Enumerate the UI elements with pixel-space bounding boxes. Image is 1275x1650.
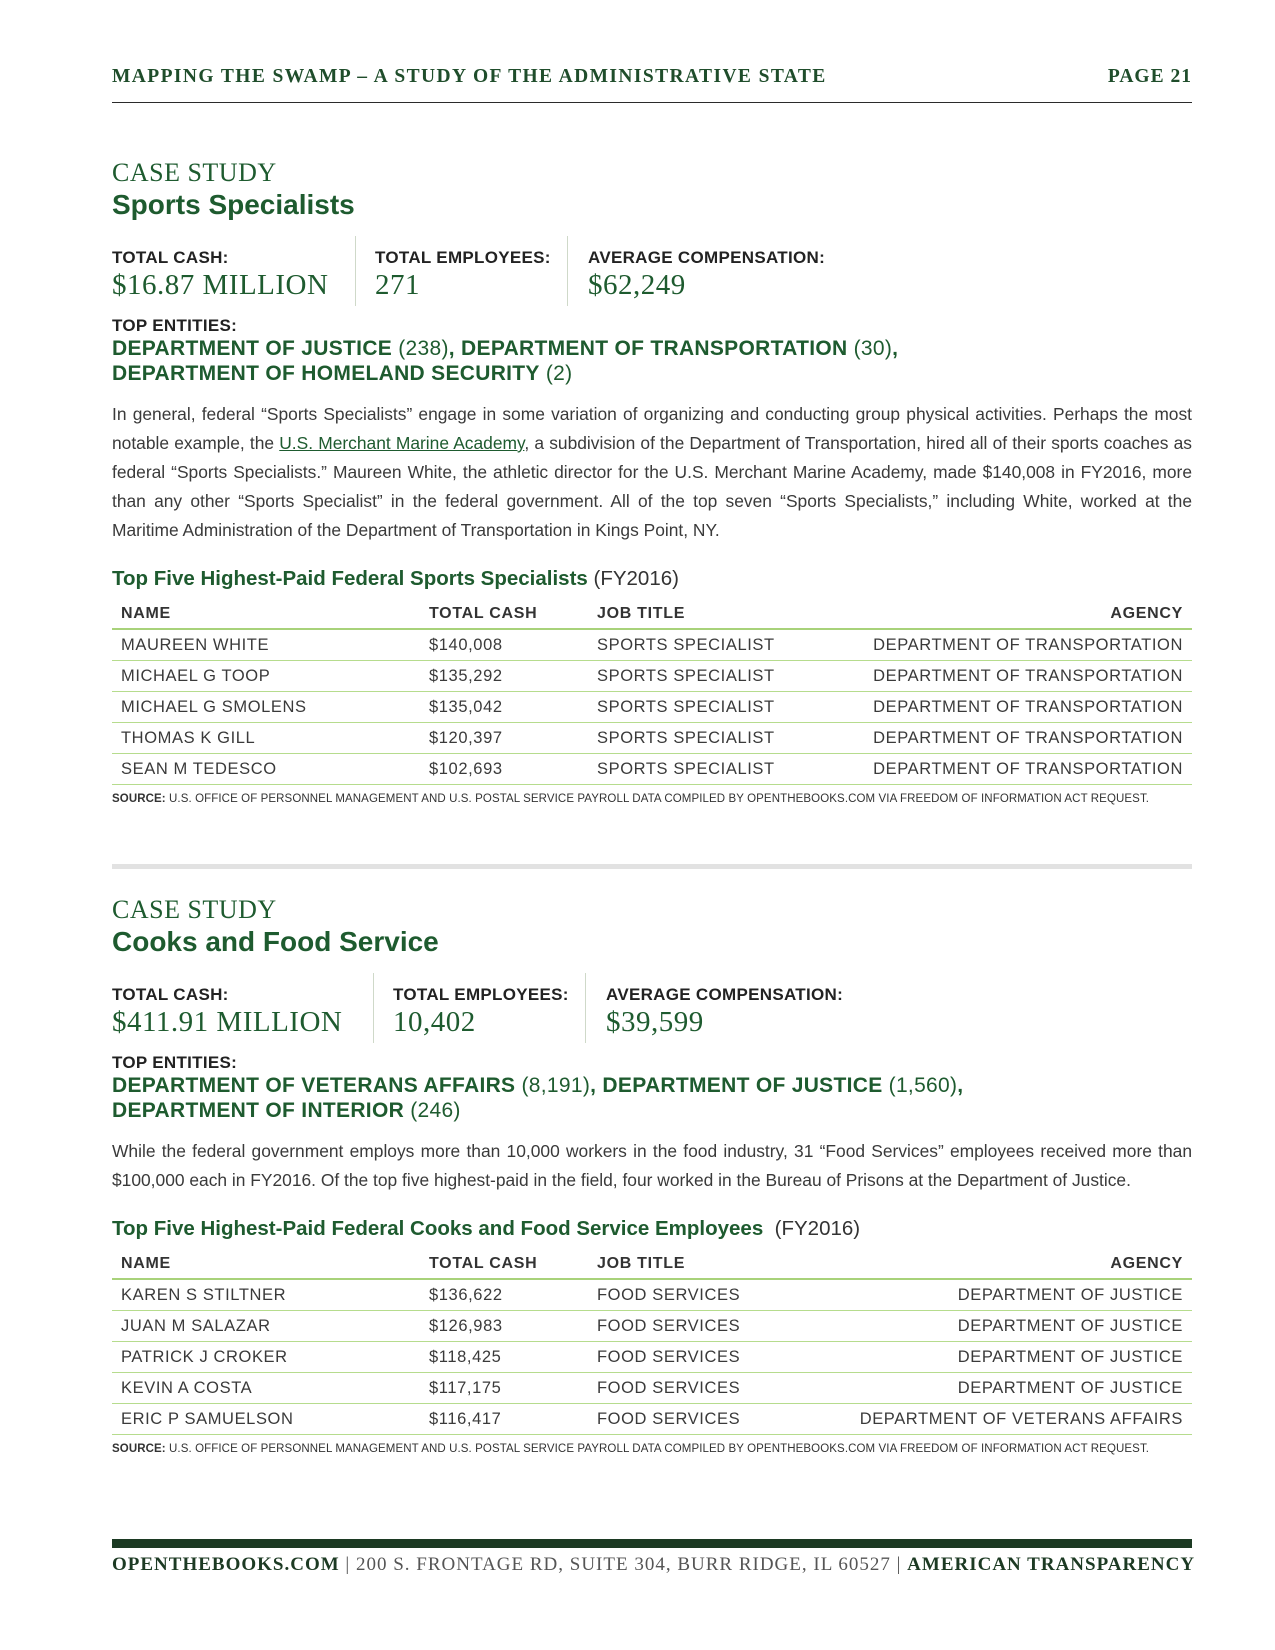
top-entities: DEPARTMENT OF JUSTICE (238), DEPARTMENT OF TRANSPORTATION (30), DEPARTMENT OF HOMELAND SECURITY (2) — [112, 337, 899, 385]
top-entities-label: TOP ENTITIES: — [112, 1053, 238, 1072]
footer-org: AMERICAN TRANSPARENCY — [907, 1554, 1196, 1575]
top-entities: DEPARTMENT OF VETERANS AFFAIRS (8,191), DEPARTMENT OF JUSTICE (1,560), DEPARTMENT OF INTERIOR (246) — [112, 1074, 964, 1122]
cell-job-title: SPORTS SPECIALIST — [588, 629, 816, 661]
cell-total-cash: $135,042 — [420, 692, 588, 723]
table-title-text: Top Five Highest-Paid Federal Sports Specialists — [112, 567, 588, 590]
cell-total-cash: $135,292 — [420, 661, 588, 692]
stat-average-compensation — [588, 236, 825, 306]
body-paragraph: While the federal government employs more than 10,000 workers in the food industry, 31 “Food Services” employees received more than $100,000 each in FY2016. Of the top five highest-paid in the field, four worked in the Bureau of Prisons at the Department of Justice. — [112, 1141, 1192, 1190]
entity-name: DEPARTMENT OF VETERANS AFFAIRS — [112, 1074, 516, 1097]
section-divider — [112, 864, 1192, 869]
case-study-cooks — [112, 897, 1192, 1455]
paragraph-text: In general, federal “Sports Specialists” engage in some variation of organizing and conducting group physical activities. Perhaps the most notable example, the — [112, 404, 1192, 453]
case-study-label: CASE STUDY — [112, 895, 277, 924]
cell-agency: DEPARTMENT OF JUSTICE — [816, 1373, 1192, 1404]
column-header: TOTAL CASH — [420, 599, 588, 629]
cell-job-title: SPORTS SPECIALIST — [588, 754, 816, 785]
cell-agency: DEPARTMENT OF JUSTICE — [816, 1311, 1192, 1342]
table-row — [112, 1311, 1192, 1342]
cell-name: MAUREEN WHITE — [112, 629, 420, 661]
cooks-food-service-table — [112, 1249, 1192, 1435]
footer-site: OPENTHEBOOKS.COM — [112, 1554, 340, 1575]
stat-value: $39,599 — [606, 1006, 704, 1038]
cell-name: THOMAS K GILL — [112, 723, 420, 754]
entity-count: (246) — [410, 1099, 461, 1122]
cell-total-cash: $116,417 — [420, 1404, 588, 1435]
cell-job-title: FOOD SERVICES — [588, 1342, 816, 1373]
entity-count: (1,560) — [888, 1074, 958, 1097]
cell-job-title: SPORTS SPECIALIST — [588, 723, 816, 754]
stat-label: AVERAGE COMPENSATION: — [606, 985, 844, 1004]
top-entities-label: TOP ENTITIES: — [112, 316, 238, 335]
table-row — [112, 1404, 1192, 1435]
cell-name: MICHAEL G TOOP — [112, 661, 420, 692]
stat-divider — [373, 973, 374, 1043]
table-title-year: (FY2016) — [593, 567, 679, 590]
document-title: MAPPING THE SWAMP – A STUDY OF THE ADMINISTRATIVE STATE — [112, 66, 827, 87]
column-header: NAME — [112, 1249, 420, 1279]
stat-total-cash — [112, 973, 342, 1043]
cell-job-title: FOOD SERVICES — [588, 1373, 816, 1404]
stat-label: TOTAL CASH: — [112, 248, 229, 267]
cell-agency: DEPARTMENT OF TRANSPORTATION — [816, 692, 1192, 723]
paragraph-text: , a subdivision of the Department of Transportation, hired all of their sports coaches as federal “Sports Specialists.” Maureen White, the athletic director for the U.S. Merchant Marine Academy, made $140,008 in FY2016, more than any other “Sports Specialist” in the federal government. All of the top seven “Sports Specialists,” including White, worked at the Maritime Administration of the Department of Transportation in Kings Point, NY. — [112, 433, 1192, 540]
cell-agency: DEPARTMENT OF TRANSPORTATION — [816, 754, 1192, 785]
page-number: PAGE 21 — [1107, 66, 1192, 87]
cell-total-cash: $140,008 — [420, 629, 588, 661]
merchant-marine-academy-link[interactable]: U.S. Merchant Marine Academy — [279, 433, 525, 453]
stats-row — [112, 236, 1192, 306]
page-footer — [112, 1554, 1196, 1576]
cell-name: MICHAEL G SMOLENS — [112, 692, 420, 723]
stat-divider — [585, 973, 586, 1043]
cell-agency: DEPARTMENT OF VETERANS AFFAIRS — [816, 1404, 1192, 1435]
entity-count: (2) — [545, 362, 573, 385]
cell-agency: DEPARTMENT OF TRANSPORTATION — [816, 661, 1192, 692]
stat-value: 10,402 — [393, 1006, 476, 1038]
table-title — [112, 567, 1192, 591]
stat-total-employees — [393, 973, 569, 1043]
entity-count: (8,191) — [521, 1074, 591, 1097]
table-source — [112, 793, 1192, 805]
table-row — [112, 754, 1192, 785]
cell-name: JUAN M SALAZAR — [112, 1311, 420, 1342]
column-header: JOB TITLE — [588, 1249, 816, 1279]
stat-label: AVERAGE COMPENSATION: — [588, 248, 826, 267]
stat-total-employees — [375, 236, 551, 306]
column-header: TOTAL CASH — [420, 1249, 588, 1279]
cell-name: ERIC P SAMUELSON — [112, 1404, 420, 1435]
stat-label: TOTAL CASH: — [112, 985, 229, 1004]
table-title-year: (FY2016) — [774, 1217, 861, 1240]
cell-agency: DEPARTMENT OF JUSTICE — [816, 1279, 1192, 1311]
cell-job-title: FOOD SERVICES — [588, 1404, 816, 1435]
table-row — [112, 1342, 1192, 1373]
stat-average-compensation — [606, 973, 843, 1043]
source-label: SOURCE: — [112, 793, 166, 805]
case-study-label: CASE STUDY — [112, 158, 277, 187]
column-header: JOB TITLE — [588, 599, 816, 629]
column-header: AGENCY — [816, 599, 1192, 629]
cell-job-title: SPORTS SPECIALIST — [588, 692, 816, 723]
footer-bar — [112, 1539, 1192, 1548]
cell-job-title: FOOD SERVICES — [588, 1279, 816, 1311]
cell-total-cash: $136,622 — [420, 1279, 588, 1311]
cell-agency: DEPARTMENT OF TRANSPORTATION — [816, 629, 1192, 661]
page-header — [112, 66, 1192, 103]
footer-address: 200 S. FRONTAGE RD, SUITE 304, BURR RIDGE, IL 60527 — [355, 1554, 891, 1575]
column-header: AGENCY — [816, 1249, 1192, 1279]
table-row — [112, 1279, 1192, 1311]
table-header-row — [112, 599, 1192, 629]
stats-row — [112, 973, 1192, 1043]
footer-separator: | — [339, 1554, 356, 1575]
case-study-title: Sports Specialists — [112, 189, 355, 220]
cell-total-cash: $118,425 — [420, 1342, 588, 1373]
source-text: U.S. OFFICE OF PERSONNEL MANAGEMENT AND U.S. POSTAL SERVICE PAYROLL DATA COMPILED BY OPENTHEBOOKS.COM VIA FREEDOM OF INFORMATION ACT REQUEST. — [165, 793, 1150, 805]
cell-total-cash: $102,693 — [420, 754, 588, 785]
entity-name: DEPARTMENT OF HOMELAND SECURITY — [112, 362, 540, 385]
table-header-row — [112, 1249, 1192, 1279]
case-study-title: Cooks and Food Service — [112, 926, 439, 957]
stat-divider — [355, 236, 356, 306]
table-row — [112, 723, 1192, 754]
entity-name: DEPARTMENT OF TRANSPORTATION — [461, 337, 848, 360]
cell-agency: DEPARTMENT OF TRANSPORTATION — [816, 723, 1192, 754]
cell-total-cash: $120,397 — [420, 723, 588, 754]
column-header: NAME — [112, 599, 420, 629]
cell-name: PATRICK J CROKER — [112, 1342, 420, 1373]
stat-total-cash — [112, 236, 328, 306]
footer-separator: | — [890, 1554, 908, 1575]
stat-value: $62,249 — [588, 269, 686, 301]
table-row — [112, 692, 1192, 723]
cell-agency: DEPARTMENT OF JUSTICE — [816, 1342, 1192, 1373]
table-title — [112, 1217, 1192, 1241]
cell-total-cash: $126,983 — [420, 1311, 588, 1342]
cell-job-title: SPORTS SPECIALIST — [588, 661, 816, 692]
source-text: U.S. OFFICE OF PERSONNEL MANAGEMENT AND U.S. POSTAL SERVICE PAYROLL DATA COMPILED BY OPENTHEBOOKS.COM VIA FREEDOM OF INFORMATION ACT REQUEST. — [165, 1443, 1150, 1455]
table-row — [112, 629, 1192, 661]
stat-value: 271 — [375, 269, 420, 301]
stat-value: $16.87 MILLION — [112, 269, 329, 301]
entity-count: (238) — [398, 337, 449, 360]
entity-name: DEPARTMENT OF INTERIOR — [112, 1099, 405, 1122]
entity-name: DEPARTMENT OF JUSTICE — [602, 1074, 883, 1097]
table-source — [112, 1443, 1192, 1455]
entity-count: (30) — [853, 337, 893, 360]
cell-total-cash: $117,175 — [420, 1373, 588, 1404]
cell-name: SEAN M TEDESCO — [112, 754, 420, 785]
table-title-text: Top Five Highest-Paid Federal Cooks and Food Service Employees — [112, 1217, 764, 1240]
sports-specialists-table — [112, 599, 1192, 785]
body-paragraph — [112, 400, 1192, 545]
cell-name: KAREN S STILTNER — [112, 1279, 420, 1311]
source-label: SOURCE: — [112, 1443, 166, 1455]
entity-name: DEPARTMENT OF JUSTICE — [112, 337, 393, 360]
table-row — [112, 661, 1192, 692]
case-study-sports — [112, 160, 1192, 805]
stat-value: $411.91 MILLION — [112, 1006, 343, 1038]
table-row — [112, 1373, 1192, 1404]
stat-divider — [567, 236, 568, 306]
cell-name: KEVIN A COSTA — [112, 1373, 420, 1404]
stat-label: TOTAL EMPLOYEES: — [393, 985, 569, 1004]
stat-label: TOTAL EMPLOYEES: — [375, 248, 551, 267]
cell-job-title: FOOD SERVICES — [588, 1311, 816, 1342]
